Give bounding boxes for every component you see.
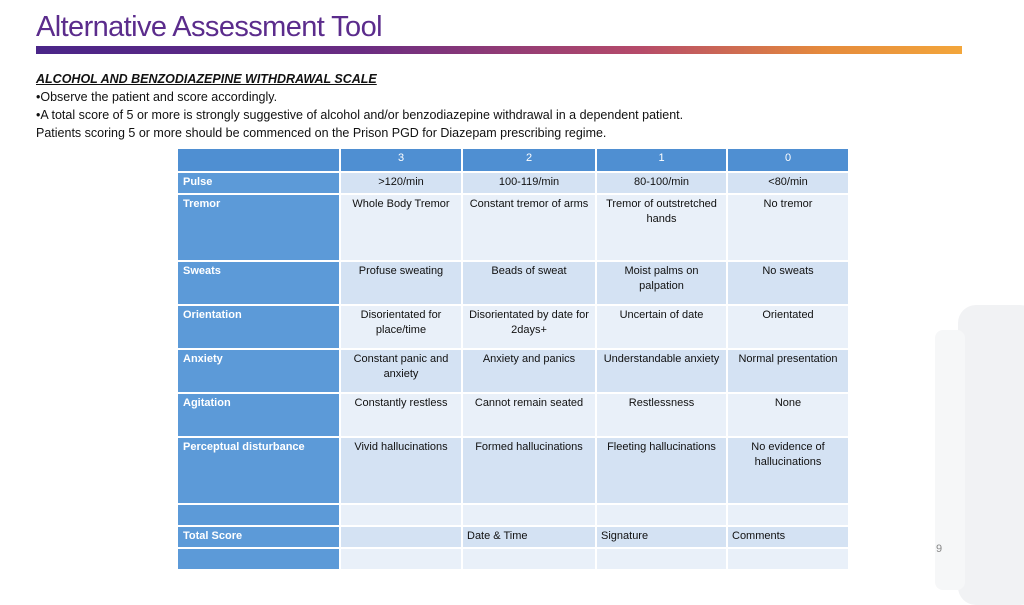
table-cell: Disorientated by date for 2days+ [462,305,596,349]
header-cell-blank [177,148,340,172]
table-cell: Constantly restless [340,393,462,437]
table-row-spacer [177,504,849,526]
row-label: Agitation [177,393,340,437]
title-underline-bar [36,46,962,54]
table-row-agitation [177,393,849,437]
table-cell: No sweats [727,261,849,305]
row-label-empty [177,548,340,570]
signature-entry-cell[interactable] [596,548,727,570]
entry-cell[interactable] [340,548,462,570]
table-cell: Whole Body Tremor [340,194,462,261]
row-label-empty [177,504,340,526]
table-header-row [177,148,849,172]
table-cell: 80-100/min [596,172,727,194]
header-cell-score-0: 0 [727,148,849,172]
table-cell-empty [340,504,462,526]
background-decoration [958,305,1024,605]
header-cell-score-2: 2 [462,148,596,172]
table-cell: 100-119/min [462,172,596,194]
withdrawal-scale-table [176,147,850,571]
table-cell: Uncertain of date [596,305,727,349]
page-number: 9 [936,543,943,555]
table-cell: Anxiety and panics [462,349,596,393]
table-cell: >120/min [340,172,462,194]
table-cell: Constant tremor of arms [462,194,596,261]
row-label: Total Score [177,526,340,548]
table-cell: Disorientated for place/time [340,305,462,349]
comments-entry-cell[interactable] [727,548,849,570]
table-cell: Restlessness [596,393,727,437]
table-cell: No tremor [727,194,849,261]
table-row-anxiety [177,349,849,393]
row-label: Sweats [177,261,340,305]
signature-cell: Signature [596,526,727,548]
table-cell: Beads of sweat [462,261,596,305]
slide-title: Alternative Assessment Tool [36,11,382,43]
table-row-pulse [177,172,849,194]
intro-line-3: Patients scoring 5 or more should be commenced on the Prison PGD for Diazepam prescribing regime. [36,126,607,140]
table-cell: Vivid hallucinations [340,437,462,504]
table-cell: Tremor of outstretched hands [596,194,727,261]
table-cell-empty [727,504,849,526]
date-time-entry-cell[interactable] [462,548,596,570]
table-cell: <80/min [727,172,849,194]
row-label: Pulse [177,172,340,194]
table-cell-empty [596,504,727,526]
date-time-cell: Date & Time [462,526,596,548]
table-cell: No evidence of hallucinations [727,437,849,504]
table-cell: Moist palms on palpation [596,261,727,305]
table-row-total-score [177,526,849,548]
scale-heading: ALCOHOL AND BENZODIAZEPINE WITHDRAWAL SCALE [36,72,377,86]
row-label: Tremor [177,194,340,261]
table-row-perceptual-disturbance [177,437,849,504]
table-row-sweats [177,261,849,305]
table-cell: Formed hallucinations [462,437,596,504]
table-row-orientation [177,305,849,349]
table-cell: Fleeting hallucinations [596,437,727,504]
table-cell: None [727,393,849,437]
table-cell: Constant panic and anxiety [340,349,462,393]
table-cell: Orientated [727,305,849,349]
table-row-entry [177,548,849,570]
table-cell: Cannot remain seated [462,393,596,437]
table-cell-empty [462,504,596,526]
total-score-value-cell[interactable] [340,526,462,548]
comments-cell: Comments [727,526,849,548]
table-cell: Understandable anxiety [596,349,727,393]
header-cell-score-3: 3 [340,148,462,172]
row-label: Perceptual disturbance [177,437,340,504]
table-row-tremor [177,194,849,261]
row-label: Orientation [177,305,340,349]
table-cell: Profuse sweating [340,261,462,305]
table-cell: Normal presentation [727,349,849,393]
header-cell-score-1: 1 [596,148,727,172]
intro-line-1: •Observe the patient and score accordingly. [36,90,278,104]
intro-line-2: •A total score of 5 or more is strongly suggestive of alcohol and/or benzodiazepine withdrawal in a dependent patient. [36,108,684,122]
row-label: Anxiety [177,349,340,393]
